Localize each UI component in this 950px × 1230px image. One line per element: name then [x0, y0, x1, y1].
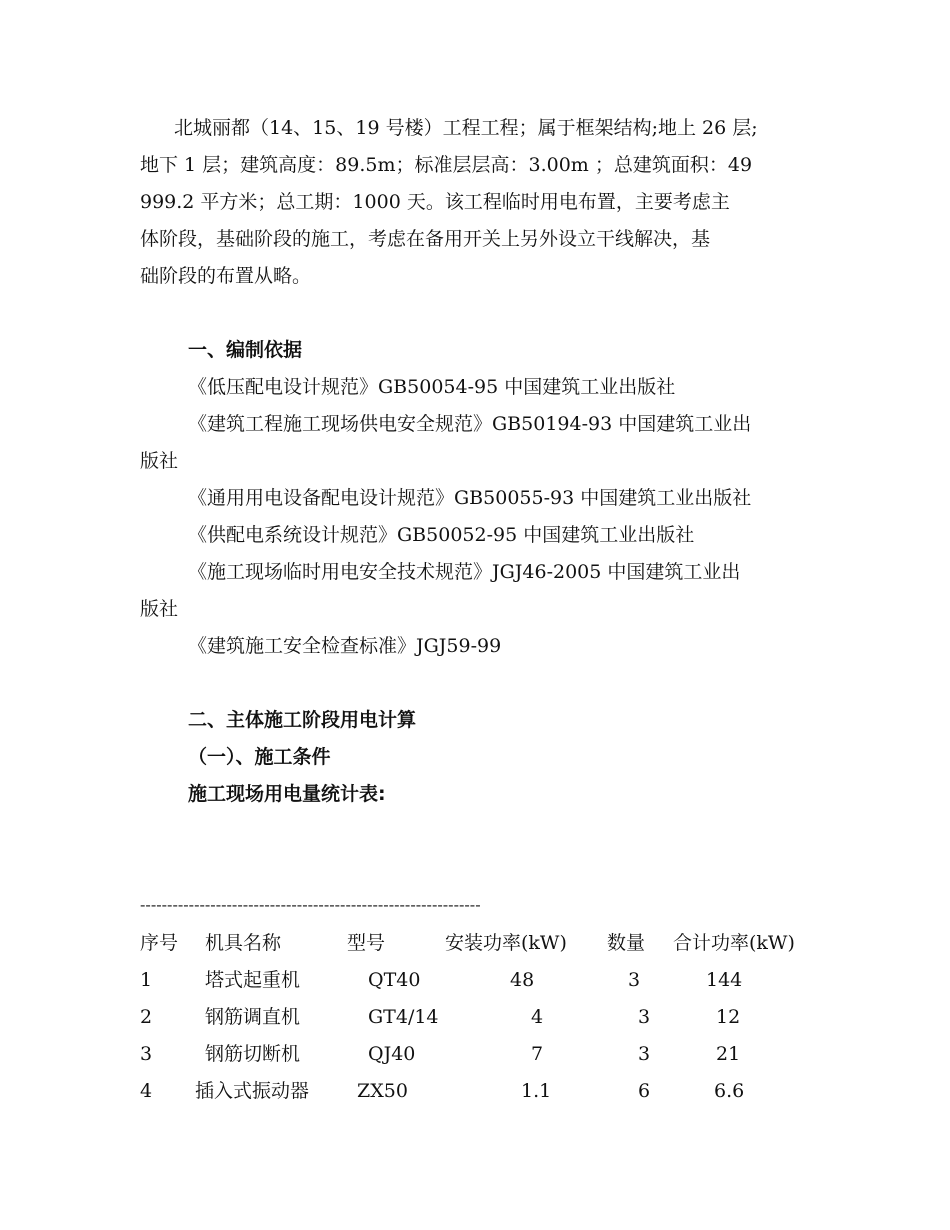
reference-item-continuation: 版社 [140, 450, 179, 472]
cell-total: 144 [706, 969, 743, 991]
intro-line: 北城丽都（14、15、19 号楼）工程工程；属于框架结构;地上 26 层; [174, 117, 758, 139]
cell-qty: 3 [638, 1043, 651, 1065]
header-name: 机具名称 [205, 932, 282, 954]
cell-model: GT4/14 [368, 1006, 439, 1028]
intro-line: 999.2 平方米；总工期：1000 天。该工程临时用电布置，主要考虑主 [140, 191, 730, 213]
cell-qty: 3 [628, 969, 641, 991]
header-qty: 数量 [607, 932, 646, 954]
cell-qty: 3 [638, 1006, 651, 1028]
reference-item: 《建筑工程施工现场供电安全规范》GB50194-93 中国建筑工业出 [188, 413, 752, 435]
cell-total: 21 [716, 1043, 741, 1065]
cell-model: QT40 [368, 969, 421, 991]
cell-model: ZX50 [357, 1080, 408, 1102]
table-divider: --------------------------------------------------------------- [140, 895, 481, 914]
reference-item: 《通用用电设备配电设计规范》GB50055-93 中国建筑工业出版社 [188, 487, 752, 509]
cell-qty: 6 [638, 1080, 651, 1102]
cell-index: 4 [140, 1080, 153, 1102]
cell-model: QJ40 [368, 1043, 416, 1065]
cell-name: 塔式起重机 [205, 969, 301, 991]
section-heading: 一、编制依据 [188, 339, 303, 361]
intro-line: 地下 1 层；建筑高度：89.5m；标准层层高：3.00m ；总建筑面积：49 [140, 154, 753, 176]
cell-name: 钢筋切断机 [205, 1043, 301, 1065]
subsection-heading: （一）、施工条件 [188, 746, 331, 768]
intro-line: 体阶段，基础阶段的施工，考虑在备用开关上另外设立干线解决，基 [140, 228, 711, 250]
cell-power: 1.1 [521, 1080, 552, 1102]
intro-line: 础阶段的布置从略。 [140, 265, 312, 287]
cell-index: 1 [140, 969, 153, 991]
table-title: 施工现场用电量统计表: [188, 783, 386, 805]
cell-power: 7 [531, 1043, 544, 1065]
reference-item-continuation: 版社 [140, 598, 179, 620]
cell-index: 2 [140, 1006, 153, 1028]
cell-total: 6.6 [714, 1080, 745, 1102]
header-model: 型号 [347, 932, 386, 954]
cell-power: 48 [510, 969, 535, 991]
cell-name: 钢筋调直机 [205, 1006, 301, 1028]
cell-name: 插入式振动器 [195, 1080, 310, 1102]
header-power: 安装功率(kW) [445, 932, 567, 954]
reference-item: 《施工现场临时用电安全技术规范》JGJ46-2005 中国建筑工业出 [188, 561, 741, 583]
cell-index: 3 [140, 1043, 153, 1065]
header-index: 序号 [140, 932, 179, 954]
header-total: 合计功率(kW) [673, 932, 795, 954]
cell-power: 4 [531, 1006, 544, 1028]
reference-item: 《供配电系统设计规范》GB50052-95 中国建筑工业出版社 [188, 524, 695, 546]
reference-item: 《低压配电设计规范》GB50054-95 中国建筑工业出版社 [188, 376, 676, 398]
section-heading: 二、主体施工阶段用电计算 [188, 709, 417, 731]
cell-total: 12 [716, 1006, 741, 1028]
reference-item: 《建筑施工安全检查标准》JGJ59-99 [188, 635, 502, 657]
